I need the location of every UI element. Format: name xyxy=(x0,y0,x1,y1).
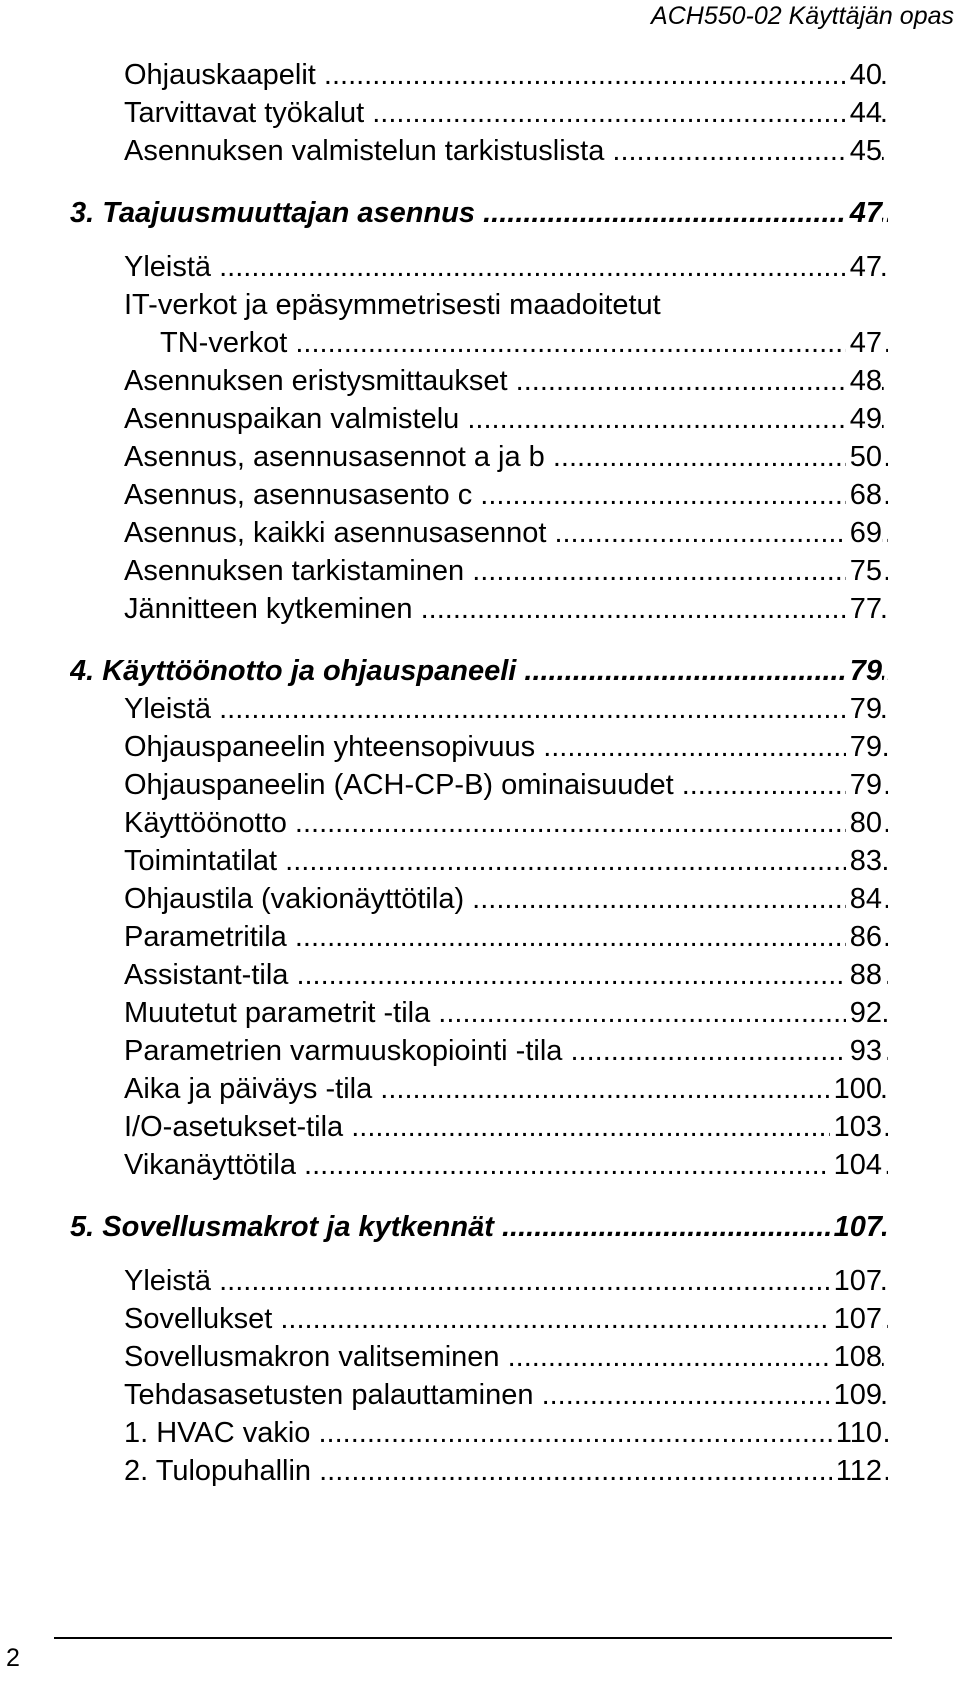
toc-entry[interactable]: IT-verkot ja epäsymmetrisesti maadoitetut xyxy=(124,289,661,321)
toc-page: 84 xyxy=(846,880,882,918)
toc-entry[interactable]: Asennus, asennusasennot a ja b ..... 50 xyxy=(0,438,960,476)
toc-page: 104 xyxy=(830,1146,882,1184)
toc-entry[interactable]: Yleistä ..... 79 xyxy=(0,690,960,728)
toc-page: 103 xyxy=(830,1108,882,1146)
toc-page: 83 xyxy=(846,842,882,880)
toc-page: 47 xyxy=(846,248,882,286)
toc-entry[interactable]: Asennuksen tarkistaminen ..... 75 xyxy=(0,552,960,590)
toc-page: 112 xyxy=(832,1452,882,1490)
toc-entry[interactable]: Vikanäyttötila ..... 104 xyxy=(0,1146,960,1184)
chapter-heading[interactable]: 3. Taajuusmuuttajan asennus ..... 47 xyxy=(0,194,960,232)
page-number: 2 xyxy=(6,1644,20,1672)
toc-entry[interactable]: TN-verkot ..... 47 xyxy=(0,324,960,362)
document-header: ACH550-02 Käyttäjän opas xyxy=(651,2,954,30)
toc-entry[interactable]: Asennuksen eristysmittaukset ..... 48 xyxy=(0,362,960,400)
chapter-heading[interactable]: 4. Käyttöönotto ja ohjauspaneeli ..... 79 xyxy=(0,652,960,690)
toc-page: 110 xyxy=(832,1414,882,1452)
toc-entry[interactable]: Jännitteen kytkeminen ..... 77 xyxy=(0,590,960,628)
toc-page: 75 xyxy=(846,552,882,590)
toc-entry[interactable]: Asennuksen valmistelun tarkistuslista ..... 45 xyxy=(0,132,960,170)
toc-page: 79 xyxy=(846,652,882,690)
toc-entry[interactable]: Parametrien varmuuskopiointi -tila ..... 93 xyxy=(0,1032,960,1070)
toc-entry[interactable]: Aika ja päiväys -tila ..... 100 xyxy=(0,1070,960,1108)
toc-page: 47 xyxy=(846,194,882,232)
toc-chapter-5 xyxy=(0,1208,960,1490)
toc-page: 79 xyxy=(846,690,882,728)
toc-page: 92 xyxy=(846,994,882,1032)
toc-entry[interactable]: Assistant-tila ..... 88 xyxy=(0,956,960,994)
toc-entry[interactable]: Ohjaustila (vakionäyttötila) ..... 84 xyxy=(0,880,960,918)
toc-page: 109 xyxy=(830,1376,882,1414)
toc-page: 93 xyxy=(846,1032,882,1070)
toc-entry[interactable]: Muutetut parametrit -tila ..... 92 xyxy=(0,994,960,1032)
toc-entry[interactable]: Ohjauspaneelin yhteensopivuus ..... 79 xyxy=(0,728,960,766)
toc-entry[interactable]: Ohjauspaneelin (ACH-CP-B) ominaisuudet ..... 79 xyxy=(0,766,960,804)
chapter-heading[interactable]: 5. Sovellusmakrot ja kytkennät ..... 107 xyxy=(0,1208,960,1246)
toc-page: 79 xyxy=(846,728,882,766)
toc-entry[interactable]: Yleistä ..... 107 xyxy=(0,1262,960,1300)
toc-page: 107 xyxy=(830,1208,882,1246)
toc-entry[interactable]: Asennuspaikan valmistelu ..... 49 xyxy=(0,400,960,438)
toc-prelude xyxy=(0,56,960,170)
toc-page: 44 xyxy=(846,94,882,132)
toc-entry[interactable]: Sovellusmakron valitseminen ..... 108 xyxy=(0,1338,960,1376)
toc-page: 49 xyxy=(846,400,882,438)
toc-entry[interactable]: 2. Tulopuhallin ..... 112 xyxy=(0,1452,960,1490)
toc-page: 107 xyxy=(830,1262,882,1300)
footer-rule xyxy=(54,1637,892,1639)
toc-entry[interactable]: Parametritila ..... 86 xyxy=(0,918,960,956)
toc-page: 45 xyxy=(846,132,882,170)
toc-page: 77 xyxy=(846,590,882,628)
toc-chapter-4 xyxy=(0,652,960,1184)
toc-entry[interactable]: Sovellukset ..... 107 xyxy=(0,1300,960,1338)
toc-page: 107 xyxy=(830,1300,882,1338)
toc-page: 79 xyxy=(846,766,882,804)
toc-page: 86 xyxy=(846,918,882,956)
toc-entry[interactable]: Käyttöönotto ..... 80 xyxy=(0,804,960,842)
toc-page: 47 xyxy=(846,324,882,362)
toc-page: 100 xyxy=(830,1070,882,1108)
table-of-contents xyxy=(0,56,960,1490)
toc-entry[interactable]: Tarvittavat työkalut ..... 44 xyxy=(0,94,960,132)
toc-page: 48 xyxy=(846,362,882,400)
toc-entry[interactable]: Tehdasasetusten palauttaminen ..... 109 xyxy=(0,1376,960,1414)
toc-entry[interactable]: Asennus, asennusasento c ..... 68 xyxy=(0,476,960,514)
toc-entry[interactable]: Ohjauskaapelit ..... 40 xyxy=(0,56,960,94)
toc-entry[interactable]: Yleistä ..... 47 xyxy=(0,248,960,286)
toc-page: 50 xyxy=(846,438,882,476)
toc-chapter-3 xyxy=(0,194,960,628)
toc-page: 108 xyxy=(830,1338,882,1376)
toc-page: 80 xyxy=(846,804,882,842)
toc-page: 69 xyxy=(846,514,882,552)
toc-page: 68 xyxy=(846,476,882,514)
toc-entry[interactable]: I/O-asetukset-tila ..... 103 xyxy=(0,1108,960,1146)
toc-entry[interactable]: 1. HVAC vakio ..... 110 xyxy=(0,1414,960,1452)
toc-page: 88 xyxy=(846,956,882,994)
toc-page: 40 xyxy=(846,56,882,94)
toc-entry[interactable]: Toimintatilat ..... 83 xyxy=(0,842,960,880)
toc-entry[interactable]: Asennus, kaikki asennusasennot ..... 69 xyxy=(0,514,960,552)
